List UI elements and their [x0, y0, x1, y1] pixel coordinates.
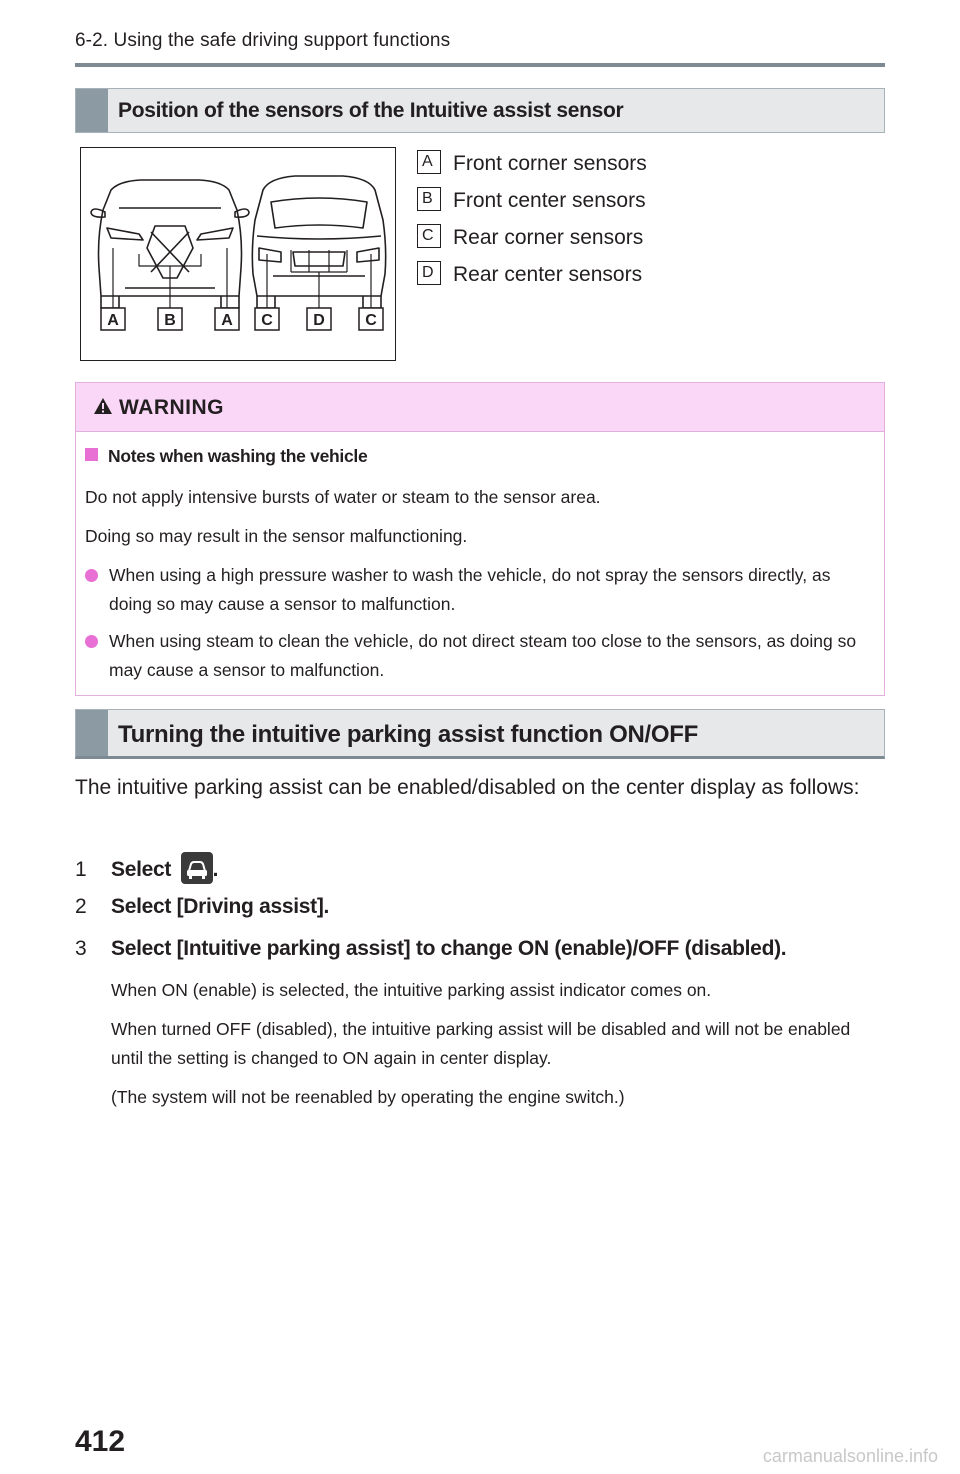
- figure-label: B: [164, 312, 176, 329]
- legend-key: C: [417, 224, 441, 248]
- step-number: 1: [75, 858, 87, 881]
- step-note: When turned OFF (disabled), the intuitive parking assist will be disabled and will not be enabled until the setting is changed to ON again in center display.: [111, 1019, 851, 1068]
- step-text: Select: [111, 858, 172, 881]
- warning-text: Do not apply intensive bursts of water or steam to the sensor area.: [85, 487, 601, 507]
- header-rule: [75, 63, 885, 67]
- figure-label: A: [107, 312, 119, 329]
- watermark: carmanualsonline.info: [762, 1446, 938, 1466]
- legend-key: D: [417, 261, 441, 285]
- heading-accent: [76, 89, 108, 132]
- position-section-heading: [75, 88, 885, 133]
- vehicle-illustration: [81, 148, 394, 359]
- warning-bullet: [85, 561, 875, 619]
- step-2: [75, 895, 329, 919]
- step-3: [75, 937, 786, 961]
- warning-bullet: [85, 627, 875, 685]
- square-bullet-icon: [85, 448, 98, 461]
- step-number: 2: [75, 895, 87, 918]
- position-section-title: Position of the sensors of the Intuitive assist sensor: [118, 99, 624, 122]
- figure-label: C: [261, 312, 273, 329]
- intro-paragraph: The intuitive parking assist can be enabled/disabled on the center display as follows:: [75, 776, 860, 799]
- legend-label: Front center sensors: [453, 189, 646, 212]
- warning-bullet-text: When using a high pressure washer to wash the vehicle, do not spray the sensors directly, as doing so may cause a sensor to malfunction.: [109, 565, 831, 614]
- page-number: 412: [75, 1425, 126, 1458]
- bullet-dot-icon: [85, 635, 98, 648]
- section-header: 6-2. Using the safe driving support functions: [75, 30, 451, 51]
- warning-bullet-text: When using steam to clean the vehicle, do not direct steam too close to the sensors, as doing so may cause a sensor to malfunction.: [109, 631, 857, 680]
- warning-triangle-icon: [93, 397, 113, 415]
- warning-subheading: [85, 446, 367, 467]
- step-1: [75, 852, 218, 884]
- figure-label: C: [365, 312, 377, 329]
- step-text-end: .: [212, 858, 219, 881]
- warning-text: Doing so may result in the sensor malfunctioning.: [85, 526, 468, 546]
- legend-label: Rear center sensors: [453, 263, 643, 286]
- legend-label: Front corner sensors: [453, 152, 647, 175]
- warning-header: [76, 383, 884, 432]
- step-text: Select [Intuitive parking assist] to change ON (enable)/OFF (disabled).: [111, 937, 787, 960]
- vehicle-settings-icon: [181, 852, 213, 884]
- toggle-section-heading: [75, 709, 885, 759]
- step-note: When ON (enable) is selected, the intuitive parking assist indicator comes on.: [111, 980, 712, 1000]
- warning-box: [75, 382, 885, 696]
- legend-label: Rear corner sensors: [453, 226, 644, 249]
- sensor-position-figure: [80, 147, 396, 361]
- bullet-dot-icon: [85, 569, 98, 582]
- figure-label: D: [313, 312, 325, 329]
- legend-key: A: [417, 150, 441, 174]
- step-note: (The system will not be reenabled by operating the engine switch.): [111, 1087, 625, 1107]
- step-text: Select [Driving assist].: [111, 895, 330, 918]
- step-number: 3: [75, 937, 87, 960]
- warning-title: WARNING: [119, 396, 224, 419]
- figure-label: A: [221, 312, 233, 329]
- warning-subheading-text: Notes when washing the vehicle: [108, 446, 368, 466]
- heading-accent: [76, 710, 108, 756]
- legend-key: B: [417, 187, 441, 211]
- toggle-section-title: Turning the intuitive parking assist function ON/OFF: [118, 721, 698, 748]
